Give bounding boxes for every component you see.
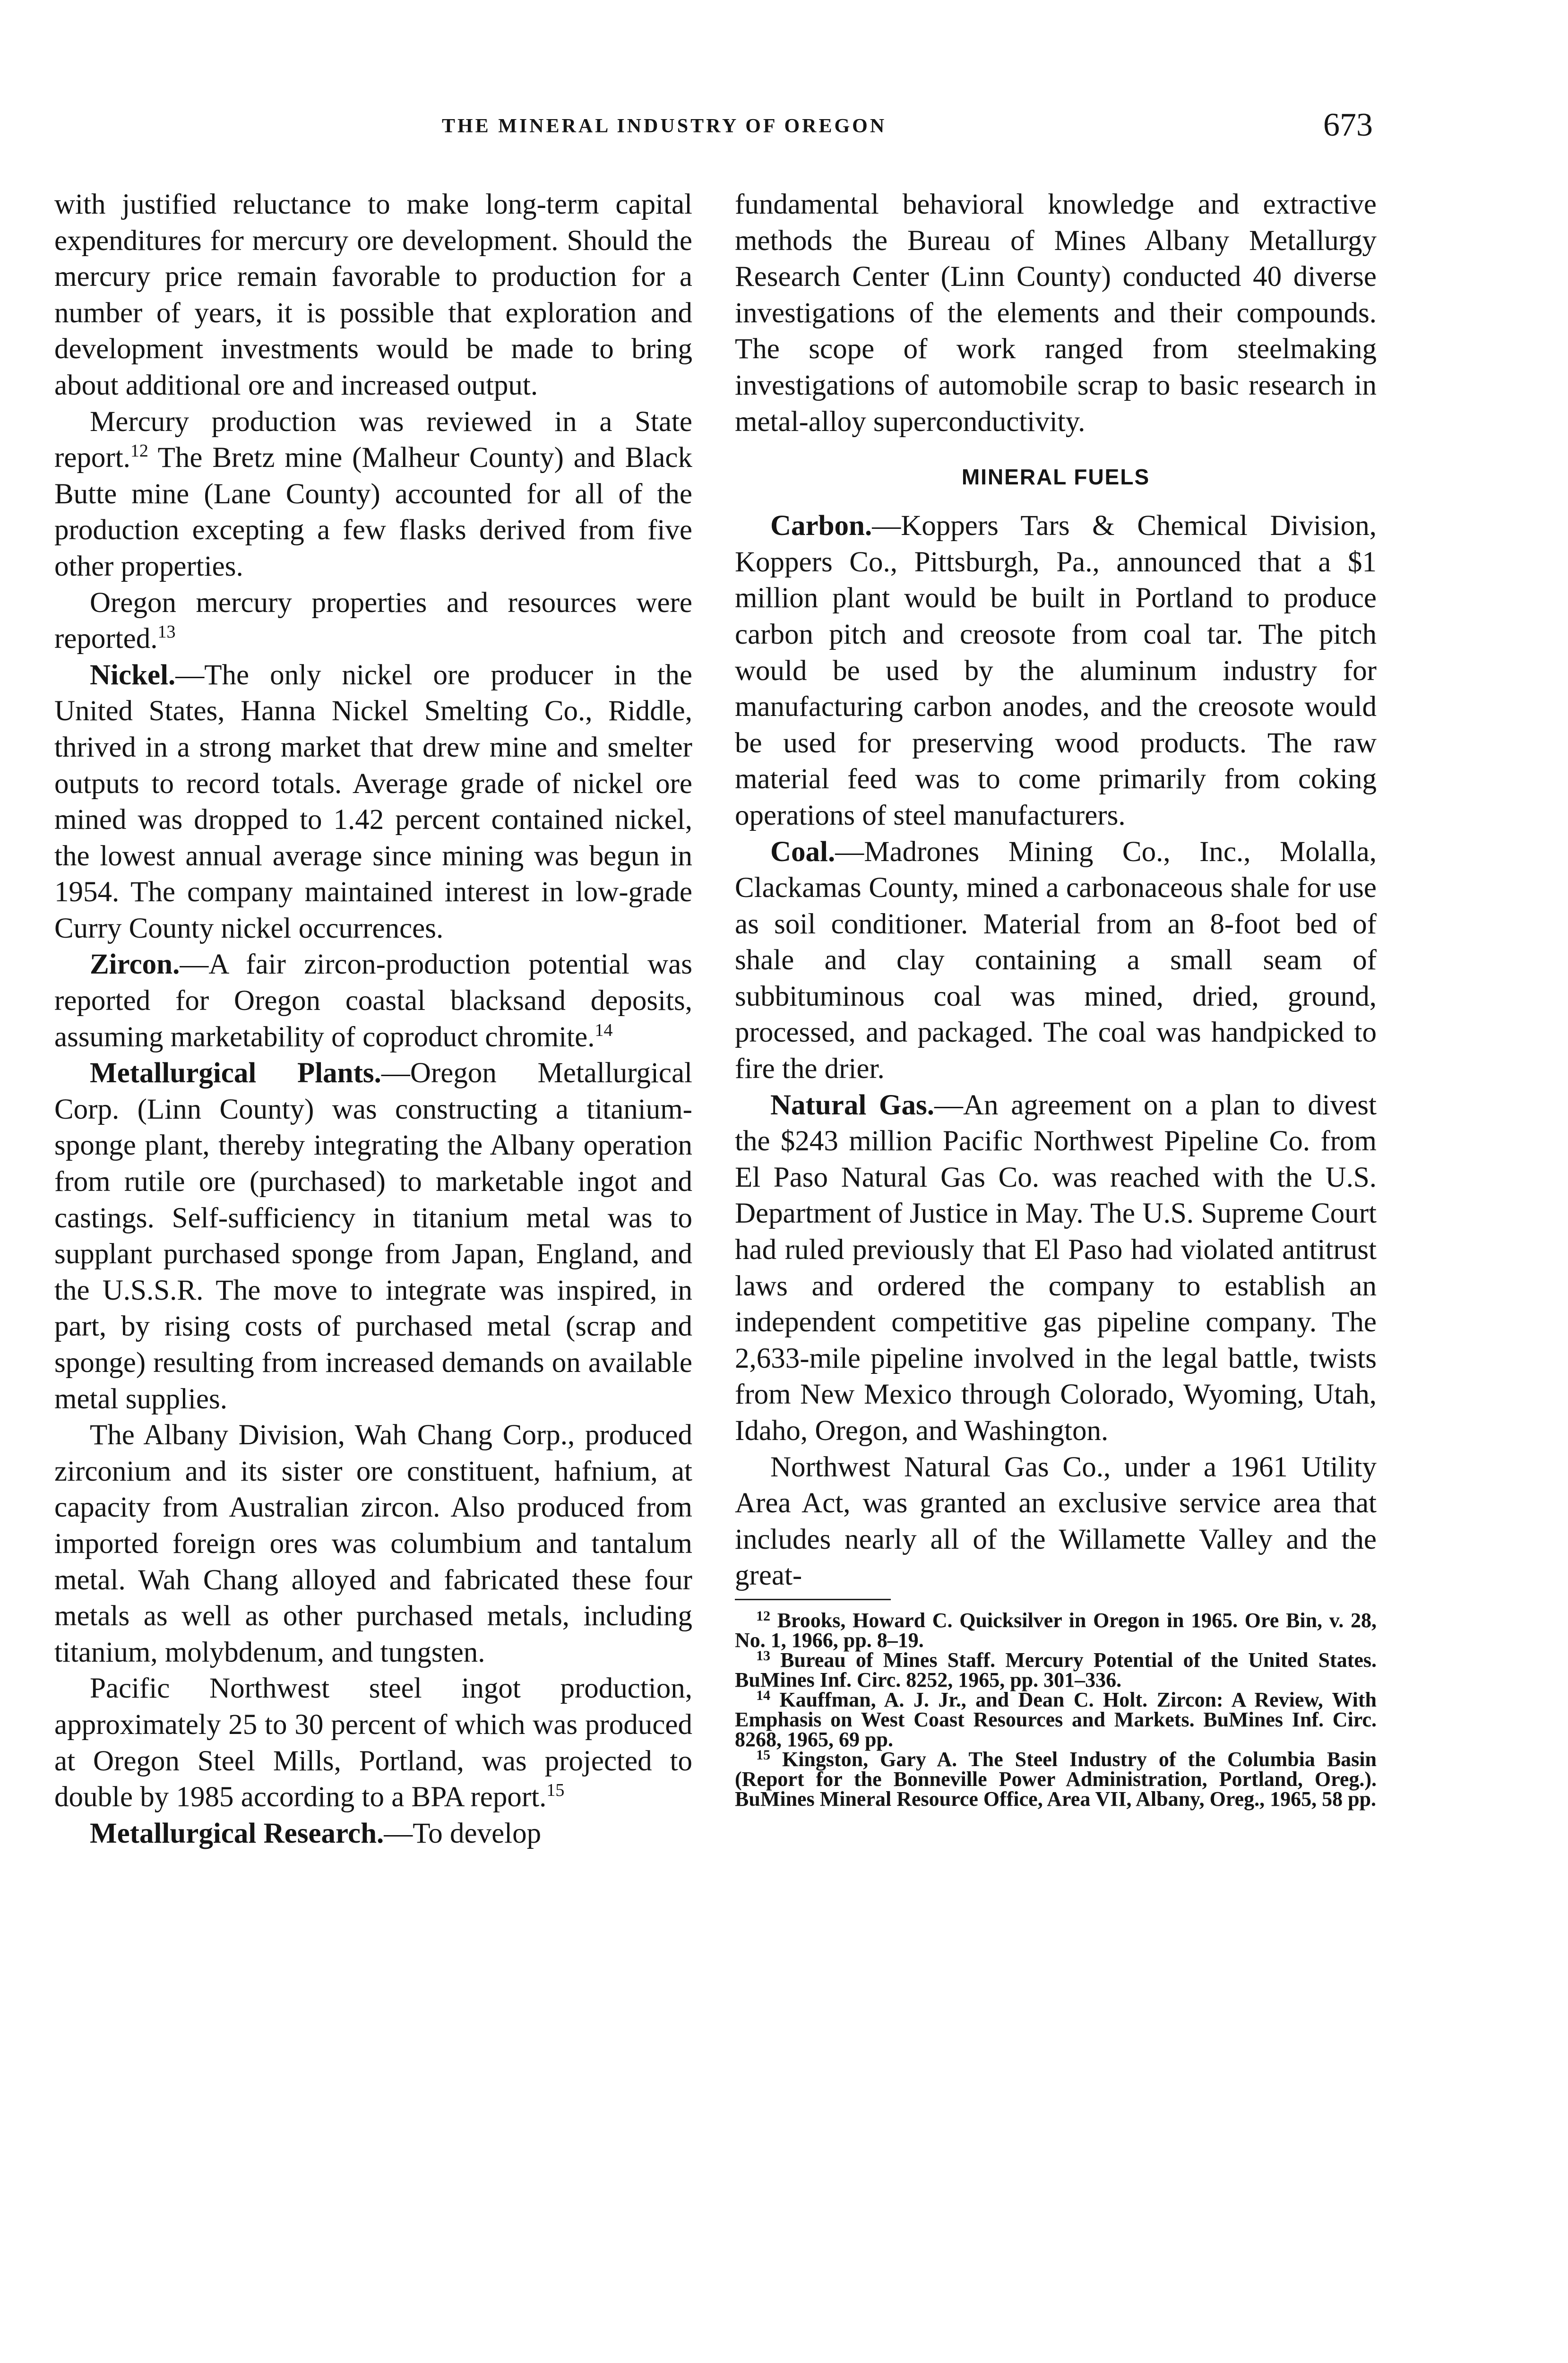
footnote-number: 14 [756, 1687, 770, 1703]
footnote-text: Kauffman, A. J. Jr., and Dean C. Holt. Zircon: A Review, With Emphasis on West Coast Resources and Markets. BuMines Inf. Circ. 8268, 1965, 69 pp. [735, 1688, 1377, 1751]
paragraph-text: —Koppers Tars & Chemical Division, Koppers Co., Pittsburgh, Pa., announced that a $1 million plant would be built in Portland to produce carbon pitch and creosote from coal tar. The pitch would be used by the aluminum industry for manufacturing carbon anodes, and the creosote would be used for preserving wood products. The raw material feed was to come primarily from coking operations of steel manufacturers. [735, 510, 1377, 831]
footnote [735, 1687, 1377, 1751]
paragraph-albany-division: The Albany Division, Wah Chang Corp., produced zirconium and its sister ore constituent, hafnium, at capacity from Australian zircon. Also produced from imported foreign ores was columbium and tantalum metal. Wah Chang alloyed and fabricated these four metals as well as other purchased metals, including titanium, molybdenum, and tungsten. [54, 1419, 692, 1668]
paragraph-text: —An agreement on a plan to divest the $243 million Pacific Northwest Pipeline Co. from El Paso Natural Gas Co. was reached with the U.S. Department of Justice in May. The U.S. Supreme Court had ruled previously that El Paso had violated antitrust laws and ordered the company to establish an independent competitive gas pipeline company. The 2,633-mile pipeline involved in the legal battle, twists from New Mexico through Colorado, Wyoming, Utah, Idaho, Oregon, and Washington. [735, 1089, 1377, 1447]
paragraph-metallurgical-plants [54, 1055, 692, 1417]
running-title: THE MINERAL INDUSTRY OF OREGON [442, 115, 887, 137]
footnote-ref-14: 14 [594, 1020, 613, 1040]
section-heading-mineral-fuels: MINERAL FUELS [961, 465, 1150, 490]
paragraph-zircon [54, 947, 692, 1055]
run-in-heading-metallurgical-research: Metallurgical Research. [90, 1817, 384, 1849]
paragraph-northwest-natural-gas: Northwest Natural Gas Co., under a 1961 Utility Area Act, was granted an exclusive service area that includes nearly all of the Willamette Valley and the great- [735, 1451, 1377, 1592]
run-in-heading-metallurgical-plants: Metallurgical Plants. [90, 1057, 381, 1089]
footnote-divider [735, 1599, 891, 1600]
footnote-text: Brooks, Howard C. Quicksilver in Oregon in 1965. Ore Bin, v. 28, No. 1, 1966, pp. 8–19. [735, 1608, 1377, 1652]
footnote [735, 1747, 1377, 1811]
paragraph-natural-gas [735, 1087, 1377, 1449]
run-in-heading-nickel: Nickel. [90, 659, 176, 691]
paragraph-research-continued: fundamental behavioral knowledge and extractive methods the Bureau of Mines Albany Metallurgy Research Center (Linn County) conducted 40 diverse investigations of the elements and their compounds. The scope of work ranged from steelmaking investigations of automobile scrap to basic research in metal-alloy superconductivity. [735, 189, 1377, 438]
footnote-text: Bureau of Mines Staff. Mercury Potential of the United States. BuMines Inf. Circ. 8252, 1965, pp. 301–336. [735, 1648, 1377, 1691]
paragraph-nickel [54, 657, 692, 947]
footnote-number: 13 [756, 1647, 770, 1664]
left-column [54, 187, 692, 1852]
paragraph-metallurgical-research [54, 1816, 692, 1852]
paragraph-steel-ingot [54, 1671, 692, 1815]
paragraph-text: —To develop [384, 1817, 542, 1849]
paragraph-carbon [735, 508, 1377, 834]
running-header [0, 106, 1568, 144]
footnote-number: 15 [756, 1747, 770, 1763]
footnote-number: 12 [756, 1608, 770, 1624]
paragraph-text: Oregon mercury properties and resources were reported. [54, 586, 692, 655]
paragraph-text: —The only nickel ore producer in the United States, Hanna Nickel Smelting Co., Riddle, thrived in a strong market that drew mine and smelter outputs to record totals. Average grade of nickel ore mined was dropped to 1.42 percent contained nickel, the lowest annual average since mining was begun in 1954. The company maintained interest in low-grade Curry County nickel occurrences. [54, 659, 692, 944]
paragraph-text: —A fair zircon-production potential was reported for Oregon coastal blacksand deposits, assuming marketability of coproduct chromite. [54, 949, 692, 1053]
paragraph-text: The Bretz mine (Malheur County) and Black Butte mine (Lane County) accounted for all of the production excepting a few flasks derived from five other properties. [54, 442, 692, 582]
run-in-heading-coal: Coal. [770, 836, 836, 868]
run-in-heading-natural-gas: Natural Gas. [770, 1089, 934, 1121]
right-column [735, 187, 1377, 1809]
footnotes [735, 1608, 1377, 1811]
paragraph-text: —Oregon Metallurgical Corp. (Linn County) was constructing a titanium-sponge plant, thereby integrating the Albany operation from rutile ore (purchased) to marketable ingot and castings. Self-sufficiency in titanium metal was to supplant purchased sponge from Japan, England, and the U.S.S.R. The move to integrate was inspired, in part, by rising costs of purchased metal (scrap and sponge) resulting from increased demands on available metal supplies. [54, 1057, 692, 1415]
paragraph-coal [735, 834, 1377, 1087]
paragraph-mercury-continued: with justified reluctance to make long-term capital expenditures for mercury ore development. Should the mercury price remain favorable to production for a number of years, it is possible that exploration and development investments would be made to bring about additional ore and increased output. [54, 189, 692, 401]
paragraph-mercury-report [54, 404, 692, 585]
run-in-heading-carbon: Carbon. [770, 510, 872, 542]
footnote-ref-15: 15 [546, 1780, 565, 1801]
page-number: 673 [1323, 107, 1373, 143]
footnote-ref-13: 13 [157, 622, 176, 642]
footnote-text: Kingston, Gary A. The Steel Industry of the Columbia Basin (Report for the Bonneville Power Administration, Portland, Oreg.). BuMines Mineral Resource Office, Area VII, Albany, Oreg., 1965, 58 pp. [735, 1747, 1377, 1811]
run-in-heading-zircon: Zircon. [90, 949, 180, 981]
paragraph-mercury-resources [54, 585, 692, 657]
footnote [735, 1647, 1377, 1691]
paragraph-text: —Madrones Mining Co., Inc., Molalla, Clackamas County, mined a carbonaceous shale for use as soil conditioner. Material from an 8-foot bed of shale and clay containing a small seam of subbituminous coal was mined, dried, ground, processed, and packaged. The coal was handpicked to fire the drier. [735, 836, 1377, 1085]
footnote-ref-12: 12 [130, 441, 148, 461]
footnote [735, 1608, 1377, 1652]
paragraph-text: Pacific Northwest steel ingot production, approximately 25 to 30 percent of which was produced at Oregon Steel Mills, Portland, was projected to double by 1985 according to a BPA report. [54, 1673, 692, 1813]
paragraph-text: Mercury production was reviewed in a State report. [54, 405, 692, 474]
